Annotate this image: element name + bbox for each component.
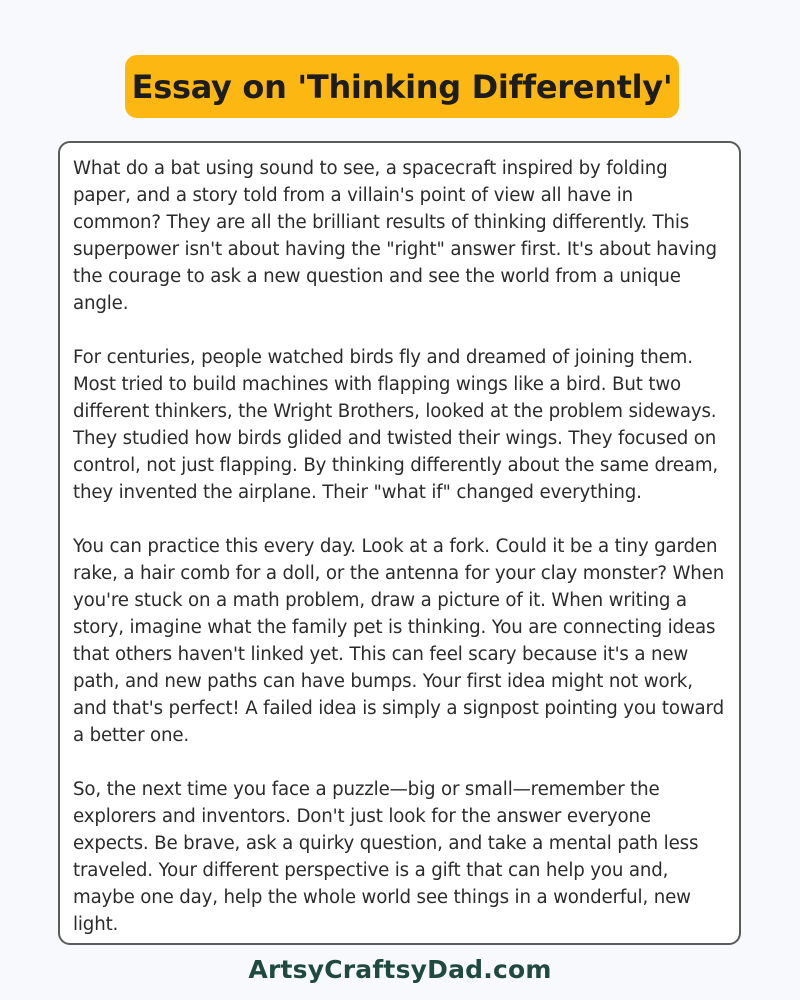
- essay-card: [58, 141, 741, 945]
- essay-paragraph-1: What do a bat using sound to see, a spacecraft inspired by folding paper, and a story told from a villain's point of view all have in common? They are all the brilliant results of thinking differently. This superpower isn't about having the "right" answer first. It's about having the courage to ask a new question and see the world from a unique angle.: [73, 158, 717, 314]
- page-title: Essay on 'Thinking Differently': [131, 67, 673, 106]
- site-watermark: ArtsyCraftsyDad.com: [248, 955, 552, 984]
- essay-paragraph-3: You can practice this every day. Look at a fork. Could it be a tiny garden rake, a hair comb for a doll, or the antenna for your clay monster? When you're stuck on a math problem, draw a picture of it. When writing a story, imagine what the family pet is thinking. You are connecting ideas that others haven't linked yet. This can feel scary because it's a new path, and new paths can have bumps. Your first idea might not work, and that's perfect! A failed idea is simply a signpost pointing you toward a better one.: [73, 536, 725, 746]
- essay-paragraph-2: For centuries, people watched birds fly and dreamed of joining them. Most tried to build machines with flapping wings like a bird. But two different thinkers, the Wright Brothers, looked at the problem sideways. They studied how birds glided and twisted their wings. They focused on control, not just flapping. By thinking differently about the same dream, they invented the airplane. Their "what if" changed everything.: [73, 347, 719, 503]
- title-banner: [125, 55, 679, 118]
- essay-paragraph-4: So, the next time you face a puzzle—big or small—remember the explorers and inventors. Don't just look for the answer everyone expects. Be brave, ask a quirky question, and take a mental path less traveled. Your different perspective is a gift that can help you and, maybe one day, help the whole world see things in a wonderful, new light.: [73, 779, 699, 935]
